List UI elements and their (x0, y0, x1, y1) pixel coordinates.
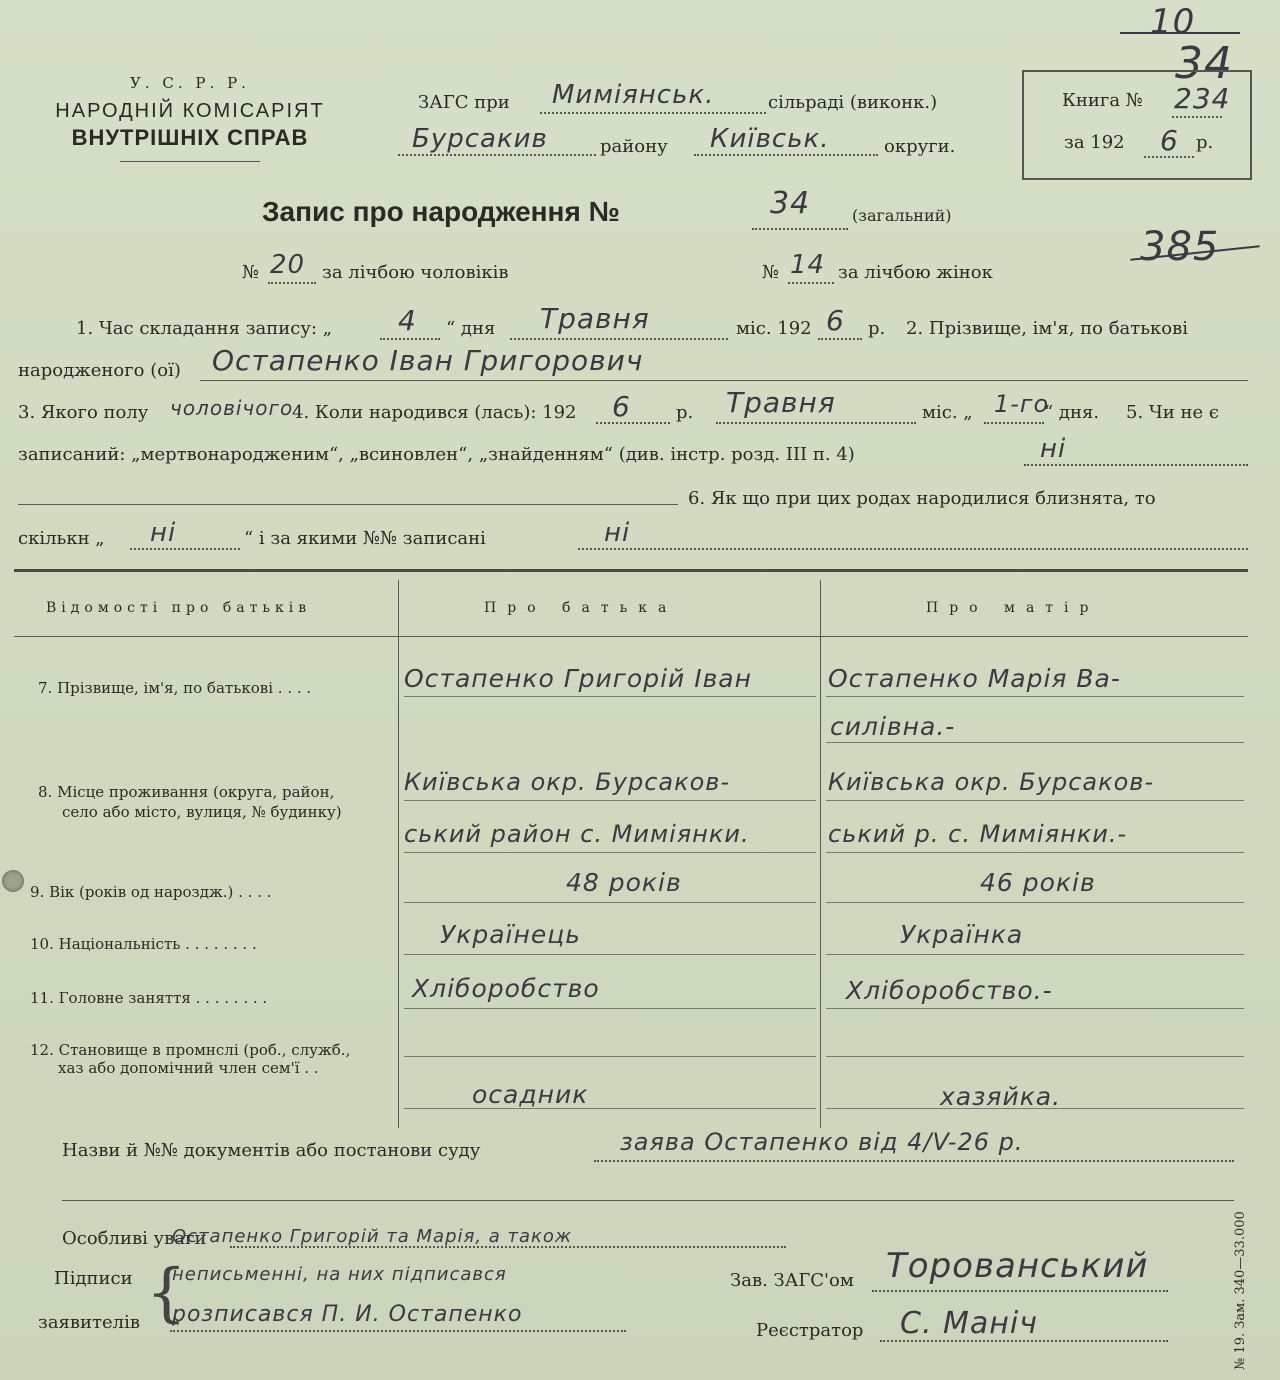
f1-day-dots (380, 338, 440, 340)
book-number: 234 (1174, 82, 1231, 115)
table-col-divider-2 (820, 580, 821, 1128)
issuer-block (20, 74, 360, 162)
row-12-mother-line (826, 1056, 1244, 1057)
sign-label-1: Підписи (54, 1268, 133, 1289)
row-9-mother: 46 років (980, 868, 1096, 897)
row-12-father-line2 (404, 1108, 816, 1109)
row-7-mother-line2 (826, 742, 1244, 743)
row-7-mother-line (826, 696, 1244, 697)
notes-label: Особливі уваги (62, 1228, 207, 1249)
row-7-father-line (404, 696, 816, 697)
okruha-value: Київськ. (710, 124, 830, 154)
sign-brace: { (146, 1256, 187, 1330)
f4-day-dots (984, 422, 1044, 424)
row-8-father-line2 (404, 852, 816, 853)
book-year-label: за 192 (1064, 132, 1125, 153)
men-prefix: № (242, 262, 260, 283)
f1-day: 4 (398, 304, 417, 337)
zags-prefix: ЗАГС при (418, 92, 510, 113)
row-8-label: 8. Місце проживання (округа, район, (38, 783, 335, 801)
f6-count-dots (130, 548, 240, 550)
issuer-rule (120, 161, 260, 162)
f6-mid: “ і за якими №№ записані (244, 528, 486, 549)
f1-month-dots (510, 338, 728, 340)
f6-count: ні (150, 518, 177, 548)
registrar-label: Реєстратор (756, 1320, 864, 1341)
f4-year: 6 (612, 390, 631, 423)
row-7-label: 7. Прізвище, ім'я, по батькові . . . . (38, 679, 312, 697)
f1-day-label: “ дня (446, 318, 496, 339)
row-9-father: 48 років (566, 868, 682, 897)
f5-label: 5. Чи не є (1126, 402, 1219, 423)
f1-year: 6 (826, 304, 845, 337)
f4-day: 1-го (994, 390, 1050, 418)
title-dots (752, 228, 848, 230)
row-10-label: 10. Національність . . . . . . . . (30, 935, 257, 953)
district-value: Бурсакив (412, 124, 548, 154)
okruha-label: округи. (884, 136, 956, 157)
commissariat-line1: НАРОДНІЙ КОМІСАРІЯТ (55, 100, 325, 122)
f2-label: 2. Прізвище, ім'я, по батькові (906, 318, 1189, 339)
women-dots (788, 282, 834, 284)
row-9-father-line (404, 902, 816, 903)
f6-numbers: ні (604, 518, 631, 548)
f5-value: ні (1040, 434, 1067, 464)
row-12-label-cont: хаз або допомічний член сем'ї . . (58, 1059, 319, 1077)
sign-dots (170, 1330, 626, 1332)
punch-hole (2, 870, 24, 892)
table-top-rule (14, 569, 1248, 572)
okruha-dots (694, 154, 878, 156)
row-8-mother-line (826, 800, 1244, 801)
docs-label: Назви й №№ документів або постанови суду (62, 1140, 481, 1161)
row-11-mother: Хліборобство.- (846, 976, 1053, 1005)
women-label: за лічбою жінок (838, 262, 993, 283)
f4-month: Травня (726, 386, 836, 419)
f6-numbers-dots (578, 548, 1248, 550)
row-8-mother-line2 (826, 852, 1244, 853)
registrar-signature: С. Маніч (900, 1306, 1038, 1341)
f1-month: Травня (540, 302, 650, 335)
notes-value: Остапенко Григорій та Марія, а також (172, 1226, 573, 1247)
f4-label: 4. Коли народився (лась): 192 (292, 402, 577, 423)
zags-head-label: Зав. ЗАГС'ом (730, 1270, 854, 1291)
men-count: 20 (270, 250, 306, 280)
f2-line (200, 380, 1248, 381)
book-box (1022, 70, 1252, 180)
corner-number: 10 (1150, 2, 1196, 42)
docs-dots (594, 1160, 1234, 1162)
row-8-father-line (404, 800, 816, 801)
docs-line2 (62, 1200, 1234, 1201)
row-10-mother: Українка (900, 920, 1024, 949)
row-8-mother-cont: ський р. с. Миміянки.- (828, 820, 1128, 848)
zags-head-dots (872, 1290, 1168, 1292)
row-8-mother: Київська окр. Бурсаков- (828, 768, 1155, 796)
f1-month-label: міс. 192 (736, 318, 812, 339)
row-8-father: Київська окр. Бурсаков- (404, 768, 731, 796)
row-11-label: 11. Головне заняття . . . . . . . . (30, 989, 268, 1007)
side-print-code: № 19. Зам. 340—33.000 (1233, 1211, 1248, 1370)
f3-label: 3. Якого полу (18, 402, 149, 423)
row-12-label: 12. Становище в промнслі (роб., служб., (30, 1041, 351, 1059)
f3-value: чоловічого (170, 396, 294, 420)
f6-label: 6. Як що при цих родах народилися близнята, то (688, 488, 1156, 509)
men-dots (268, 282, 316, 284)
women-count: 14 (790, 250, 826, 280)
row-12-father: осадник (472, 1080, 589, 1109)
col-head-father: Про батька (484, 600, 678, 616)
district-label: району (600, 136, 668, 157)
table-header-rule (14, 636, 1248, 637)
row-11-father: Хліборобство (412, 974, 600, 1003)
record-title: Запис про народження № (262, 196, 620, 227)
f5-dots (1024, 464, 1248, 466)
row-10-father: Українець (440, 920, 581, 949)
row-7-mother: Остапенко Марія Ва- (828, 664, 1121, 693)
f4-month-dots (716, 422, 916, 424)
row-7-father: Остапенко Григорій Іван (404, 664, 752, 693)
f5-line2 (18, 504, 678, 505)
sign-label-2: заявителів (38, 1312, 140, 1333)
row-10-father-line (404, 954, 816, 955)
row-10-mother-line (826, 954, 1244, 955)
village-council-value: Миміянськ. (552, 80, 715, 110)
sign-value-2: розписався П. И. Остапенко (172, 1302, 523, 1327)
zags-dots (540, 112, 766, 114)
f6-cont: скількн „ (18, 528, 105, 549)
col-head-parents: Відомості про батьків (46, 600, 312, 616)
book-year-suffix: р. (1196, 132, 1214, 153)
f4-mis-label: міс. „ (922, 402, 973, 423)
side-number: 385 (1140, 224, 1220, 270)
row-12-father-line (404, 1056, 816, 1057)
f2-cont-label: народженого (ої) (18, 360, 181, 381)
row-11-father-line (404, 1008, 816, 1009)
men-label: за лічбою чоловіків (322, 262, 509, 283)
zags-suffix: сільраді (виконк.) (768, 92, 938, 113)
docs-value: заява Остапенко від 4/V-26 р. (620, 1128, 1024, 1156)
row-8-label-cont: село або місто, вулиця, № будинку) (62, 803, 342, 821)
record-number: 34 (770, 186, 811, 221)
row-9-mother-line (826, 902, 1244, 903)
row-8-father-cont: ський район с. Миміянки. (404, 820, 750, 848)
sign-value-1: неписьменні, на них підписався (172, 1264, 507, 1285)
f1-year-label: р. (868, 318, 886, 339)
record-general-label: (загальний) (852, 206, 952, 225)
row-12-mother: хазяйка. (940, 1082, 1062, 1111)
corner-strike (1120, 32, 1240, 34)
row-9-label: 9. Вік (років од нароздж.) . . . . (30, 883, 272, 901)
book-year-value: 6 (1160, 124, 1179, 157)
book-label: Книга № (1062, 90, 1143, 111)
women-prefix: № (762, 262, 780, 283)
book-dots (1172, 116, 1222, 118)
commissariat-line2: ВНУТРІШНІХ СПРАВ (71, 125, 309, 150)
table-col-divider-1 (398, 580, 399, 1128)
republic-label: У. С. Р. Р. (130, 74, 250, 92)
f4-day-label: “ дня. (1044, 402, 1100, 423)
col-head-mother: Про матір (926, 600, 1100, 616)
f4-r-label: р. (676, 402, 694, 423)
f1-year-dots (818, 338, 862, 340)
row-7-mother-cont: силівна.- (830, 712, 956, 741)
f1-label: 1. Час складання запису: „ (76, 318, 333, 339)
district-dots (398, 154, 596, 156)
f2-value: Остапенко Іван Григорович (212, 344, 644, 377)
zags-head-signature: Торованський (886, 1246, 1149, 1286)
book-overwrite: 34 (1175, 38, 1233, 89)
row-11-mother-line (826, 1008, 1244, 1009)
f4-year-dots (596, 422, 670, 424)
f5-cont: записаний: „мертвонародженим“, „всиновлен“, „знайденням“ (див. інстр. розд. III п. 4) (18, 444, 855, 465)
